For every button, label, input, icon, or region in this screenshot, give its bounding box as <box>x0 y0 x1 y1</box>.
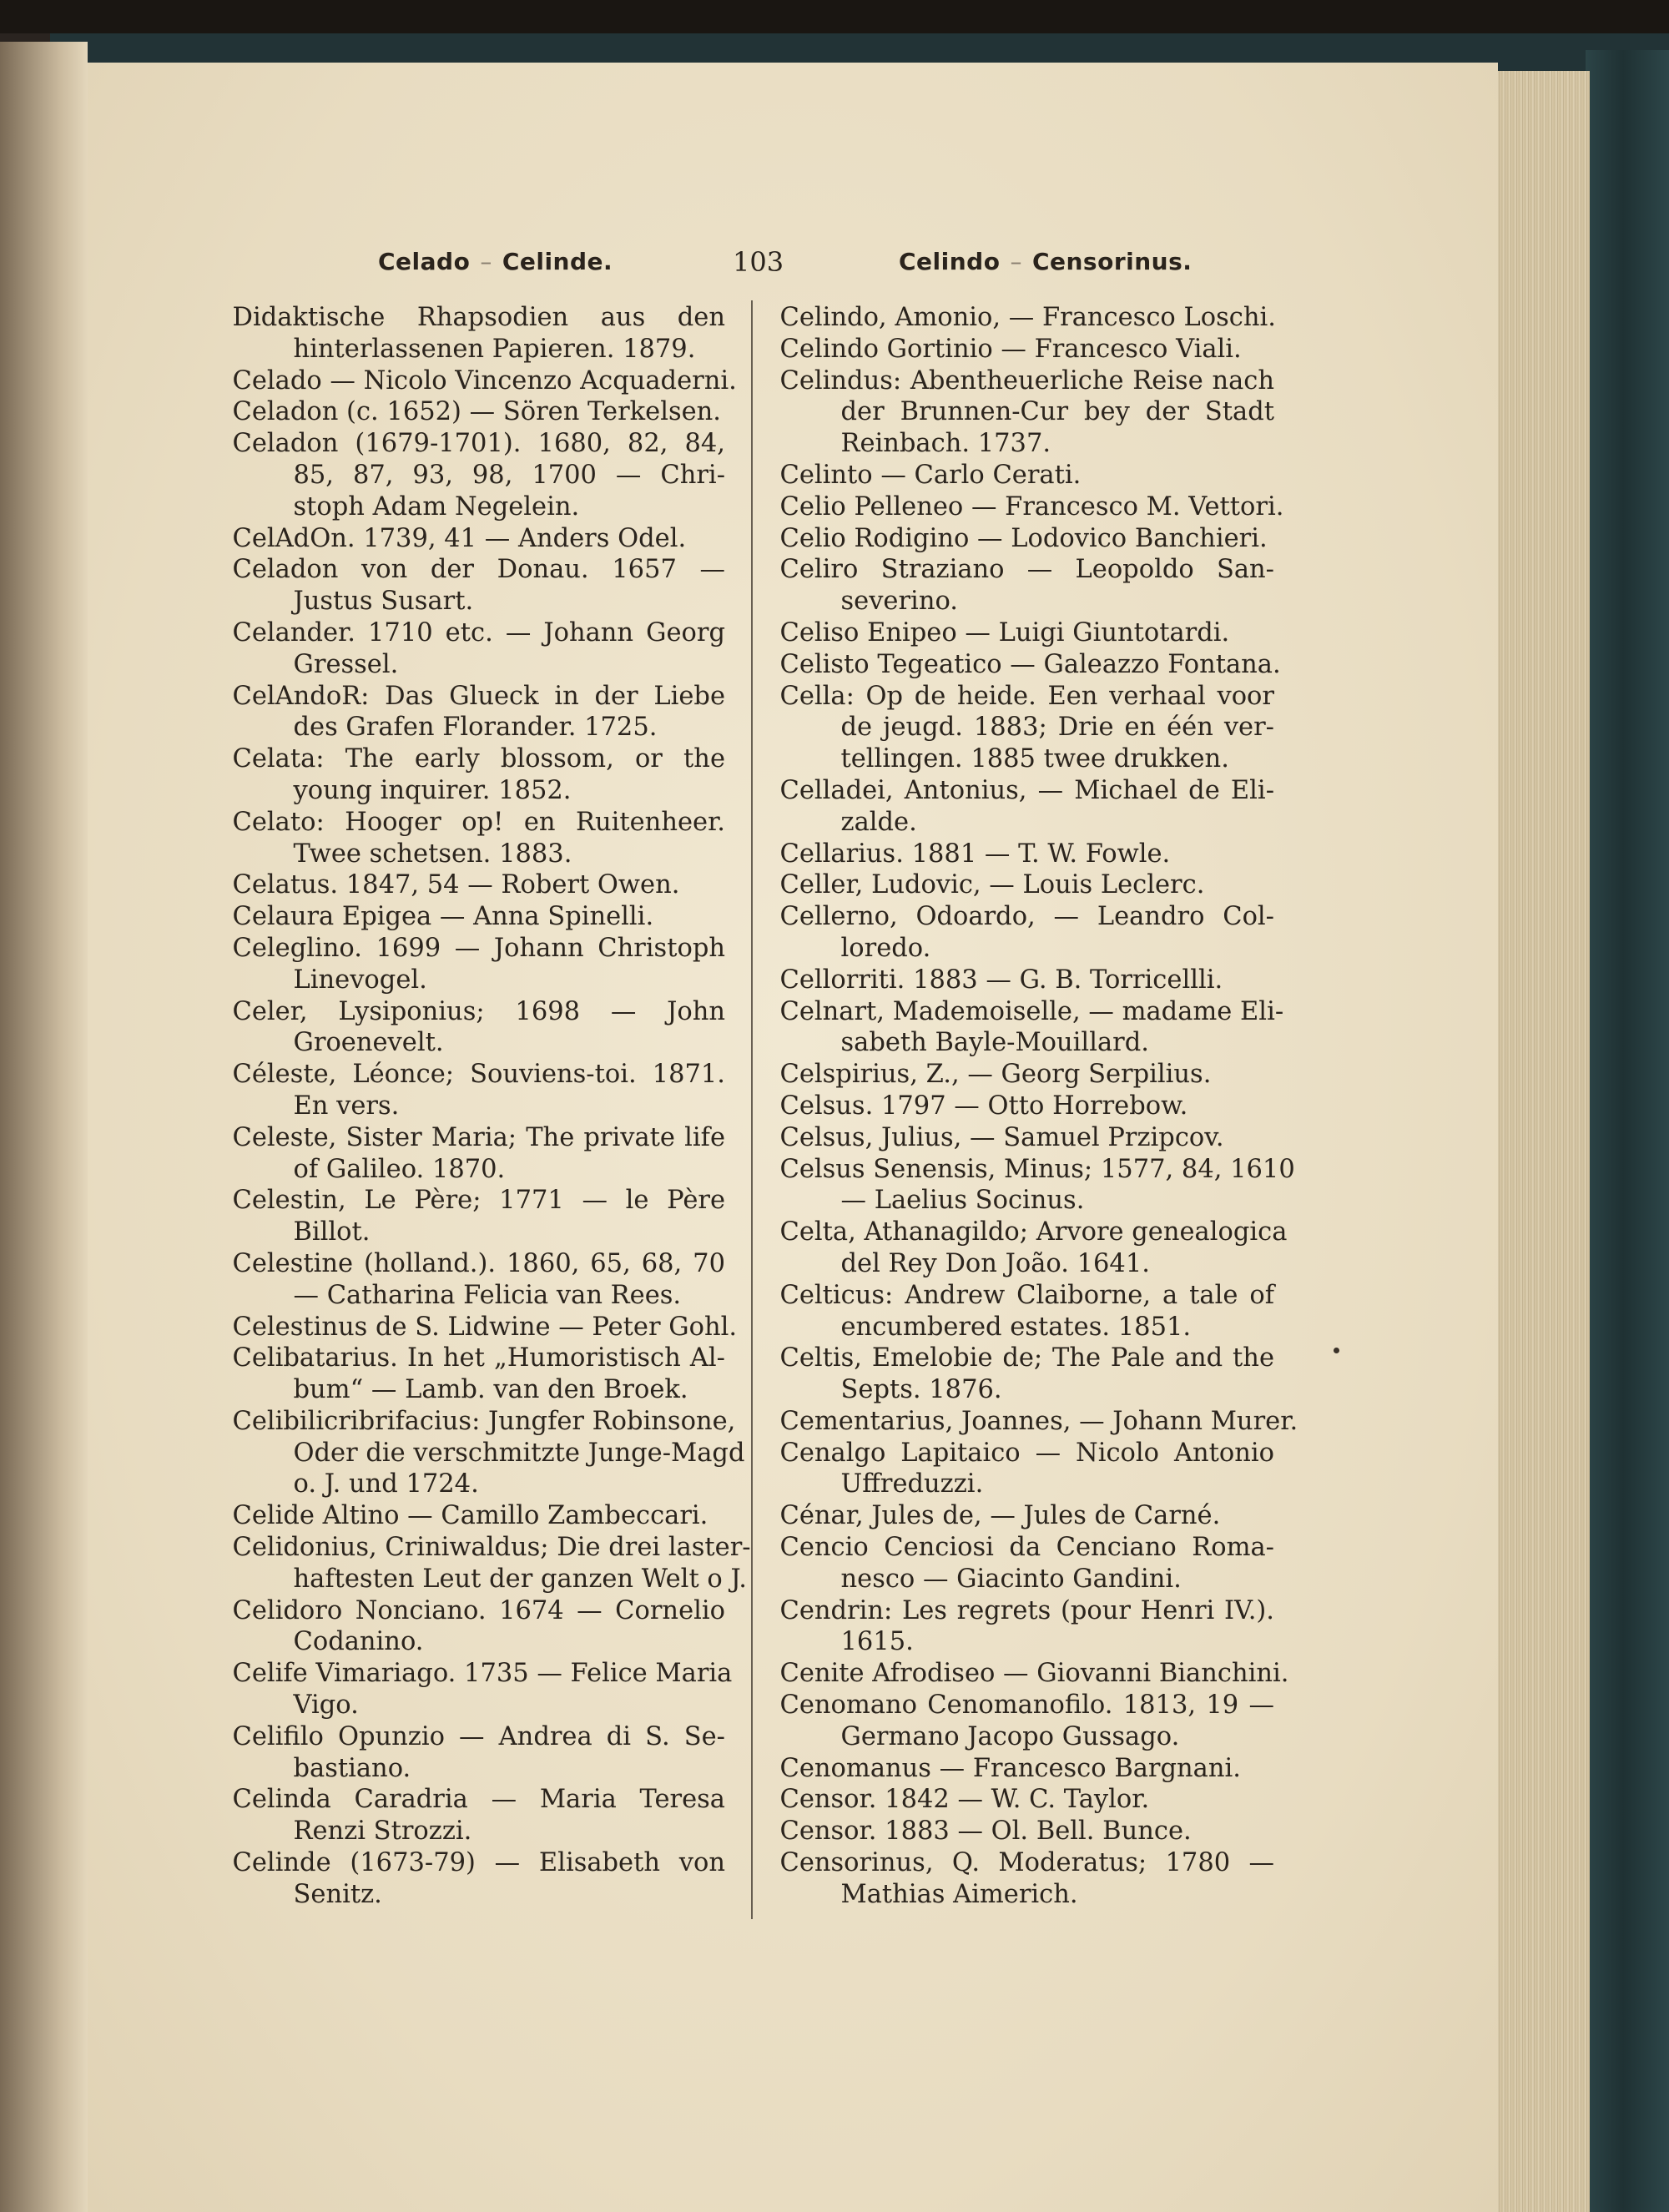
index-entry <box>780 901 1274 965</box>
entry-heading-line: Celatus. 1847, 54 — Robert Owen. <box>232 870 680 900</box>
index-entry <box>233 1122 725 1186</box>
index-entry <box>233 554 725 617</box>
entry-continuation-line: young inquirer. 1852. <box>293 775 572 805</box>
entry-continuation-line: de jeugd. 1883; Drie en één ver- <box>840 713 1274 743</box>
entry-heading-line: Cellarius. 1881 — T. W. Fowle. <box>779 839 1171 869</box>
entry-continuation-line: zalde. <box>840 807 917 837</box>
index-entry <box>233 996 725 1060</box>
entry-heading-line: Celibilicribrifacius: Jungfer Robinsone, <box>232 1406 736 1436</box>
entry-heading-line: Celide Altino — Camillo Zambeccari. <box>232 1501 708 1531</box>
index-entry <box>233 901 725 933</box>
entry-heading-line: Celadon (1679-1701). 1680, 82, 84, <box>232 429 725 459</box>
entry-continuation-line: — Laelius Socinus. <box>840 1186 1085 1216</box>
entry-continuation-line: del Rey Don João. 1641. <box>840 1248 1150 1278</box>
entry-continuation-line: Septs. 1876. <box>840 1375 1002 1405</box>
entry-heading-line: Cenomanus — Francesco Bargnani. <box>779 1753 1241 1783</box>
index-entry <box>232 1406 745 1500</box>
entry-heading-line: Cendrin: Les regrets (pour Henri IV.). <box>779 1595 1274 1625</box>
index-entry <box>780 365 1274 460</box>
entry-continuation-line: — Catharina Felicia van Rees. <box>293 1280 682 1310</box>
index-entry <box>232 1312 738 1343</box>
entry-heading-line: Censorinus, Q. Moderatus; 1780 — <box>779 1848 1274 1878</box>
entry-heading-line: Celer, Lysiponius; 1698 — John <box>232 996 725 1026</box>
running-head-left: Celado – Celinde. <box>378 248 613 275</box>
running-head-right-end: Censorinus. <box>1031 248 1193 275</box>
column-rule <box>751 300 753 1919</box>
index-entry <box>232 1532 751 1595</box>
entry-continuation-line: des Grafen Florander. 1725. <box>293 713 658 743</box>
entry-continuation-line: Twee schetsen. 1883. <box>293 839 572 869</box>
entry-continuation-line: Uffreduzzi. <box>840 1469 984 1499</box>
entry-heading-line: Celtis, Emelobie de; The Pale and the <box>779 1343 1274 1373</box>
entry-heading-line: Celinde (1673-79) — Elisabeth von <box>232 1848 725 1878</box>
entry-continuation-line: o. J. und 1724. <box>293 1469 479 1499</box>
entry-heading-line: Celinto — Carlo Cerati. <box>779 460 1082 490</box>
entry-heading-line: Celato: Hooger op! en Ruitenheer. <box>232 807 725 837</box>
index-entry <box>779 491 1284 523</box>
entry-continuation-line: 1615. <box>840 1627 914 1657</box>
index-entry <box>232 1658 733 1721</box>
index-entry <box>779 996 1284 1060</box>
entry-heading-line: Celestinus de S. Lidwine — Peter Gohl. <box>232 1312 738 1342</box>
index-entry <box>233 743 725 807</box>
entry-continuation-line: hinterlassenen Papieren. 1879. <box>293 334 696 364</box>
index-entry <box>780 869 1274 901</box>
entry-continuation-line: Senitz. <box>293 1879 382 1909</box>
entry-heading-line: Celiso Enipeo — Luigi Giuntotardi. <box>779 617 1230 647</box>
entry-heading-line: Celindo Gortinio — Francesco Viali. <box>779 334 1242 364</box>
index-entry <box>233 1847 725 1911</box>
entry-heading-line: Cella: Op de heide. Een verhaal voor <box>779 681 1274 711</box>
index-entry <box>233 869 725 901</box>
entry-heading-line: Celife Vimariago. 1735 — Felice Maria <box>232 1659 733 1689</box>
entry-heading-line: Celio Rodigino — Lodovico Banchieri. <box>779 523 1268 553</box>
index-entry <box>779 1154 1295 1217</box>
entry-continuation-line: Vigo. <box>293 1690 359 1721</box>
entry-heading-line: Censor. 1883 — Ol. Bell. Bunce. <box>779 1816 1192 1847</box>
index-entry <box>780 1122 1274 1154</box>
entry-continuation-line: sabeth Bayle-Mouillard. <box>840 1028 1149 1058</box>
index-entry <box>233 428 725 522</box>
entry-continuation-line: Justus Susart. <box>293 587 474 617</box>
entry-heading-line: Celata: The early blossom, or the <box>232 744 725 774</box>
entry-heading-line: Cencio Cenciosi da Cenciano Roma- <box>779 1533 1274 1563</box>
index-entry <box>780 1280 1274 1343</box>
entry-heading-line: Celio Pelleneo — Francesco M. Vettori. <box>779 491 1284 522</box>
entry-continuation-line: bum“ — Lamb. van den Broek. <box>293 1375 688 1405</box>
entry-continuation-line: Mathias Aimerich. <box>840 1879 1078 1909</box>
entry-heading-line: Cementarius, Joannes, — Johann Murer. <box>779 1406 1298 1436</box>
entry-heading-line: Celspirius, Z., — Georg Serpilius. <box>779 1060 1212 1090</box>
entry-heading-line: Cenalgo Lapitaico — Nicolo Antonio <box>779 1438 1274 1468</box>
entry-heading-line: Celindo, Amonio, — Francesco Loschi. <box>779 303 1276 332</box>
index-entry <box>780 1690 1274 1753</box>
index-entry <box>780 1500 1274 1532</box>
entry-heading-line: Cellorriti. 1883 — G. B. Torricellli. <box>779 965 1223 995</box>
entry-continuation-line: Germano Jacopo Gussago. <box>840 1721 1180 1751</box>
page-stack-edge <box>1494 71 1590 2212</box>
index-entry <box>233 1248 725 1312</box>
entry-continuation-line: Gressel. <box>293 649 399 679</box>
index-entry <box>780 1847 1274 1911</box>
entry-heading-line: Celeste, Sister Maria; The private life <box>232 1122 725 1152</box>
entry-continuation-line: En vers. <box>293 1091 400 1121</box>
entry-heading-line: Celadon von der Donau. 1657 — <box>232 555 725 585</box>
entry-heading-line: Celidoro Nonciano. 1674 — Cornelio <box>232 1595 725 1625</box>
entry-heading-line: Celibatarius. In het „Humoristisch Al- <box>232 1343 725 1373</box>
entry-continuation-line: Billot. <box>293 1217 371 1247</box>
entry-heading-line: Celander. 1710 etc. — Johann Georg <box>232 617 725 647</box>
ink-spot <box>1334 1348 1339 1353</box>
entry-heading-line: Didaktische Rhapsodien aus den <box>232 303 725 332</box>
entry-heading-line: Celaura Epigea — Anna Spinelli. <box>232 902 654 932</box>
index-entry <box>233 1500 725 1532</box>
index-entry <box>780 334 1274 365</box>
entry-heading-line: Celler, Ludovic, — Louis Leclerc. <box>779 870 1205 900</box>
index-entry <box>233 1343 725 1406</box>
entry-heading-line: Celestine (holland.). 1860, 65, 68, 70 <box>232 1248 725 1278</box>
entry-continuation-line: loredo. <box>840 933 931 963</box>
index-entry <box>780 1343 1274 1406</box>
index-entry <box>780 965 1274 996</box>
index-entry <box>780 1091 1274 1122</box>
entry-heading-line: Céleste, Léonce; Souviens-toi. 1871. <box>232 1060 725 1090</box>
entry-continuation-line: Codanino. <box>293 1627 424 1657</box>
facing-page-edge <box>0 42 88 2212</box>
index-entry <box>233 1595 725 1659</box>
index-entry <box>780 1059 1274 1091</box>
entry-continuation-line: haftesten Leut der ganzen Welt o J. <box>293 1564 748 1594</box>
entry-heading-line: Cenite Afrodiseo — Giovanni Bianchini. <box>779 1659 1289 1689</box>
entry-continuation-line: encumbered estates. 1851. <box>840 1312 1192 1342</box>
index-entry <box>233 1059 725 1122</box>
entry-heading-line: Celladei, Antonius, — Michael de Eli- <box>779 775 1274 805</box>
entry-heading-line: Celsus Senensis, Minus; 1577, 84, 1610 <box>779 1154 1295 1184</box>
index-entry <box>233 1784 725 1847</box>
entry-heading-line: Celidonius, Criniwaldus; Die drei laster- <box>232 1533 751 1563</box>
entry-heading-line: Celticus: Andrew Claiborne, a tale of <box>779 1280 1274 1310</box>
index-entry <box>233 523 725 555</box>
entry-heading-line: Celsus. 1797 — Otto Horrebow. <box>779 1091 1188 1121</box>
index-entry <box>780 302 1274 334</box>
index-entry <box>780 775 1274 839</box>
index-entry <box>233 302 725 365</box>
entry-continuation-line: stoph Adam Negelein. <box>293 491 580 522</box>
running-head-right-start: Celindo <box>899 248 1001 275</box>
index-entry <box>780 1595 1274 1659</box>
index-entry <box>233 396 725 428</box>
running-head-left-start: Celado <box>378 248 471 275</box>
index-entry <box>779 1658 1289 1690</box>
entry-heading-line: Cellerno, Odoardo, — Leandro Col- <box>779 902 1274 932</box>
index-entry <box>780 1784 1274 1816</box>
entry-heading-line: CelAdOn. 1739, 41 — Anders Odel. <box>232 523 687 553</box>
entry-continuation-line: Linevogel. <box>293 965 427 995</box>
index-entry <box>233 807 725 870</box>
entry-heading-line: Cénar, Jules de, — Jules de Carné. <box>779 1501 1221 1531</box>
entry-continuation-line: Renzi Strozzi. <box>293 1816 472 1847</box>
index-entry <box>779 649 1281 681</box>
entry-heading-line: Censor. 1842 — W. C. Taylor. <box>779 1785 1150 1815</box>
index-entry <box>233 617 725 681</box>
entry-continuation-line: 85, 87, 93, 98, 1700 — Chri- <box>293 460 725 490</box>
entry-continuation-line: severino. <box>840 587 958 617</box>
entry-heading-line: Celestin, Le Père; 1771 — le Père <box>232 1186 725 1216</box>
index-entry <box>780 681 1274 775</box>
entry-continuation-line: Oder die verschmitzte Junge-Magd <box>293 1438 745 1468</box>
index-entry <box>780 1753 1274 1785</box>
index-entry <box>780 460 1274 491</box>
index-entry <box>780 1816 1274 1847</box>
entry-heading-line: CelAndoR: Das Glueck in der Liebe <box>232 681 725 711</box>
index-entry <box>779 1217 1288 1280</box>
index-entry <box>233 1185 725 1248</box>
entry-continuation-line: tellingen. 1885 twee drukken. <box>840 744 1229 774</box>
index-entry <box>780 554 1274 617</box>
page-number: 103 <box>733 246 784 278</box>
entry-heading-line: Celeglino. 1699 — Johann Christoph <box>232 933 725 963</box>
index-entry <box>233 681 725 744</box>
left-column <box>232 302 751 1911</box>
right-column <box>779 302 1298 1911</box>
entry-heading-line: Celisto Tegeatico — Galeazzo Fontana. <box>779 649 1281 679</box>
entry-heading-line: Celindus: Abentheuerliche Reise nach <box>779 365 1274 396</box>
entry-heading-line: Celinda Caradria — Maria Teresa <box>232 1785 725 1815</box>
index-entry <box>779 1406 1298 1438</box>
book-cover-right <box>1586 50 1669 2212</box>
entry-heading-line: Celsus, Julius, — Samuel Przipcov. <box>779 1122 1224 1152</box>
index-entry <box>232 365 737 397</box>
running-head-left-end: Celinde. <box>502 248 613 275</box>
entry-heading-line: Celado — Nicolo Vincenzo Acquaderni. <box>232 365 737 396</box>
entry-heading-line: Celadon (c. 1652) — Sören Terkelsen. <box>232 397 721 427</box>
running-head-right: Celindo – Censorinus. <box>899 248 1193 275</box>
entry-continuation-line: of Galileo. 1870. <box>293 1154 506 1184</box>
entry-continuation-line: der Brunnen-Cur bey der Stadt <box>840 397 1274 427</box>
entry-heading-line: Celnart, Mademoiselle, — madame Eli- <box>779 996 1284 1026</box>
entry-continuation-line: Reinbach. 1737. <box>840 429 1051 459</box>
entry-heading-line: Celta, Athanagildo; Arvore genealogica <box>779 1217 1288 1247</box>
index-entry <box>233 1721 725 1785</box>
entry-continuation-line: nesco — Giacinto Gandini. <box>840 1564 1182 1594</box>
index-entry <box>780 839 1274 870</box>
entry-heading-line: Celiro Straziano — Leopoldo San- <box>779 555 1274 585</box>
index-entry <box>780 1438 1274 1501</box>
entry-continuation-line: bastiano. <box>293 1753 411 1783</box>
entry-continuation-line: Groenevelt. <box>293 1028 444 1058</box>
index-entry <box>780 523 1274 555</box>
index-entry <box>780 617 1274 649</box>
entry-heading-line: Cenomano Cenomanofilo. 1813, 19 — <box>779 1690 1274 1721</box>
index-entry <box>233 933 725 996</box>
index-entry <box>780 1532 1274 1595</box>
entry-heading-line: Celifilo Opunzio — Andrea di S. Se- <box>232 1721 725 1751</box>
